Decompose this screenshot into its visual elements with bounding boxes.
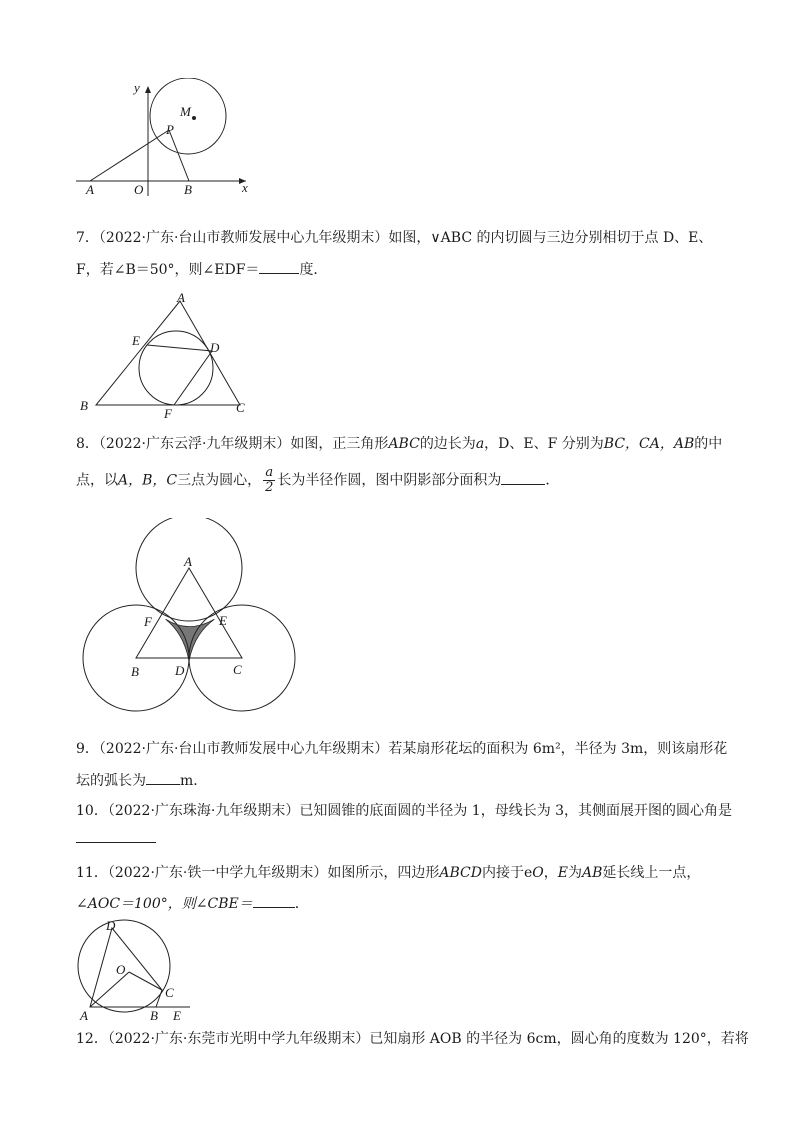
quad-c-label: C bbox=[165, 985, 174, 1000]
axis-x-label: x bbox=[242, 180, 248, 195]
center-o-label: O bbox=[116, 962, 126, 977]
coordinate-circle-figure bbox=[70, 78, 260, 198]
circle-b-label: B bbox=[131, 664, 139, 679]
q7-unit: 度． bbox=[299, 262, 328, 278]
ext-e-label: E bbox=[173, 1008, 181, 1023]
tri-c-label: C bbox=[236, 400, 245, 415]
circle-symbol: e bbox=[523, 865, 533, 881]
circle-a-label: A bbox=[184, 554, 192, 569]
three-circles-figure bbox=[80, 518, 300, 718]
tri-f-label: F bbox=[164, 406, 172, 420]
point-b-label: B bbox=[184, 182, 192, 197]
tri-e-label: E bbox=[132, 333, 140, 348]
q11-line1: 11．（2022·广东·铁一中学九年级期末）如图所示，四边形ABCD内接于eO，E为AB延长线上一点， bbox=[76, 865, 701, 881]
answer-blank[interactable] bbox=[146, 770, 180, 785]
quad-a-label: A bbox=[80, 1008, 88, 1023]
answer-blank[interactable] bbox=[76, 828, 156, 843]
inscribed-quadrilateral-figure bbox=[72, 916, 192, 1024]
point-p-label: P bbox=[166, 122, 174, 137]
point-a-label: A bbox=[86, 182, 94, 197]
q7-text: F，若∠B＝50°，则∠EDF＝ bbox=[76, 262, 260, 278]
q12-line1: 12．（2022·广东·东莞市光明中学九年级期末）已知扇形 AOB 的半径为 6cm，圆心角的度数为 120°，若将 bbox=[76, 1031, 749, 1047]
answer-blank[interactable] bbox=[253, 893, 295, 908]
mid-f-label: F bbox=[144, 614, 152, 629]
q11-line2: ∠AOC＝100°，则∠CBE＝ ． bbox=[76, 893, 309, 914]
mid-e-label: E bbox=[219, 613, 227, 628]
q7-line2 bbox=[76, 259, 327, 280]
quad-b-label: B bbox=[150, 1008, 158, 1023]
axis-y-label: y bbox=[134, 80, 140, 95]
origin-label: O bbox=[134, 182, 144, 197]
incircle-triangle-figure bbox=[74, 290, 260, 420]
tri-b-label: B bbox=[80, 398, 88, 413]
fraction-a-over-2: $\frac{a}{2}$ bbox=[265, 465, 274, 495]
answer-blank[interactable] bbox=[501, 470, 545, 485]
point-m-label: M bbox=[180, 104, 191, 119]
answer-blank[interactable] bbox=[259, 259, 299, 274]
quad-d-label: D bbox=[106, 918, 116, 933]
q8-line2: 点，以A，B，C三点为圆心， $\frac{a}{2}$ 长为半径作圆，图中阴影部分面积为 ． bbox=[76, 465, 560, 495]
q9-line2: 坛的弧长为 m． bbox=[76, 770, 207, 791]
q8-line1: 8．（2022·广东云浮·九年级期末）如图，正三角形ABC的边长为a，D、E、F 分别为BC，CA，AB的中 bbox=[76, 436, 723, 452]
tri-d-label: D bbox=[210, 340, 220, 355]
q10-line1: 10．（2022·广东珠海·九年级期末）已知圆锥的底面圆的半径为 1，母线长为 3，其侧面展开图的圆心角是 bbox=[76, 803, 733, 819]
q10-line2 bbox=[76, 828, 156, 849]
circle-c-label: C bbox=[233, 662, 242, 677]
q9-line1: 9．（2022·广东·台山市教师发展中心九年级期末）若某扇形花坛的面积为 6m²，半径为 3m，则该扇形花 bbox=[76, 741, 728, 757]
q7-line1: 7．（2022·广东·台山市教师发展中心九年级期末）如图，∨ABC 的内切圆与三边分别相切于点 D、E、 bbox=[76, 230, 713, 246]
mid-d-label: D bbox=[175, 663, 185, 678]
tri-a-label: A bbox=[177, 290, 185, 305]
